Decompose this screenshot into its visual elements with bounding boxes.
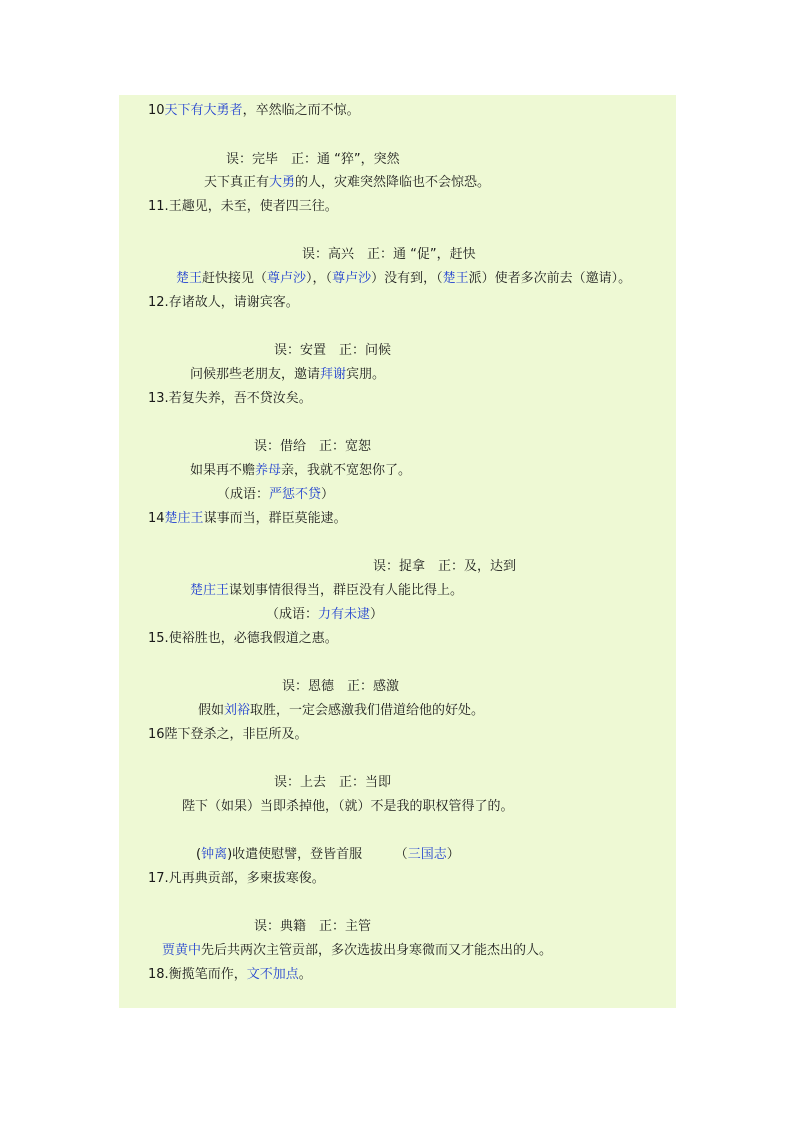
item-17-note: 误：典籍 正：主管	[254, 919, 372, 934]
highlight-phrase: 尊卢沙	[267, 271, 307, 286]
item-13-idiom: （成语：严惩不贷）	[217, 487, 335, 502]
idiom-link: 严惩不贷	[269, 487, 322, 502]
highlight-phrase: 刘裕	[224, 703, 251, 718]
item-10-translation: 天下真正有大勇的人，灾难突然降临也不会惊恐。	[204, 175, 491, 190]
item-15-translation: 假如刘裕取胜，一定会感激我们借道给他的好处。	[198, 703, 485, 718]
item-number: 10	[148, 103, 165, 118]
item-12-note: 误：安置 正：问候	[274, 343, 392, 358]
item-16-sentence: 16陛下登杀之，非臣所及。	[148, 727, 308, 742]
highlight-phrase: 楚王	[442, 271, 469, 286]
highlight-phrase: 楚庄王	[190, 583, 230, 598]
item-11-note: 误：高兴 正：通 “促”，赶快	[302, 247, 476, 262]
item-13-note: 误：借给 正：宽恕	[254, 439, 372, 454]
idiom-link: 力有未逮	[318, 607, 371, 622]
item-12-sentence: 12.存诸故人，请谢宾客。	[148, 295, 299, 310]
item-14-sentence: 14楚庄王谋事而当，群臣莫能逮。	[148, 511, 347, 526]
item-number: 17.	[148, 871, 169, 886]
item-15-sentence: 15.使裕胜也，必德我假道之惠。	[148, 631, 338, 646]
item-number: 15.	[148, 631, 169, 646]
item-number: 12.	[148, 295, 169, 310]
item-14-idiom: （成语：力有未逮）	[266, 607, 384, 622]
source-link: 三国志	[407, 847, 447, 862]
item-16-note: 误：上去 正：当即	[274, 775, 392, 790]
item-12-translation: 问候那些老朋友，邀请拜谢宾朋。	[190, 367, 386, 382]
item-16-extra-example: (钟离)收遣使慰譬，登皆首服 （三国志）	[196, 847, 460, 862]
item-10-note: 误：完毕 正：通 “猝”，突然	[226, 152, 400, 167]
item-17-sentence: 17.凡再典贡部，多柬拔寒俊。	[148, 871, 325, 886]
item-13-translation: 如果再不赡养母亲，我就不宽恕你了。	[190, 463, 412, 478]
item-number: 11.	[148, 199, 169, 214]
item-10-sentence: 10天下有大勇者，卒然临之而不惊。	[148, 103, 360, 118]
highlight-phrase: 养母	[255, 463, 282, 478]
item-11-sentence: 11.王趣见，未至，使者四三往。	[148, 199, 338, 214]
item-14-note: 误：捉拿 正：及，达到	[373, 559, 517, 574]
item-17-translation: 贾黄中先后共两次主管贡部，多次选拔出身寒微而又才能杰出的人。	[162, 943, 553, 958]
highlight-phrase: 大勇	[269, 175, 296, 190]
highlight-phrase: 尊卢沙	[332, 271, 372, 286]
highlight-phrase: 贾黄中	[162, 943, 202, 958]
item-number: 13.	[148, 391, 169, 406]
item-number: 18.	[148, 967, 169, 982]
item-number: 14	[148, 511, 165, 526]
highlight-phrase: 天下有大勇者	[164, 103, 243, 118]
item-number: 16	[148, 727, 165, 742]
item-16-translation: 陛下（如果）当即杀掉他，（就）不是我的职权管得了的。	[182, 799, 514, 814]
item-14-translation: 楚庄王谋划事情很得当，群臣没有人能比得上。	[190, 583, 464, 598]
highlight-phrase: 楚王	[176, 271, 203, 286]
highlight-phrase: 楚庄王	[164, 511, 204, 526]
highlight-phrase: 钟离	[201, 847, 228, 862]
highlight-phrase: 文不加点	[246, 967, 299, 982]
item-18-sentence: 18.衡揽笔而作，文不加点。	[148, 967, 312, 982]
item-15-note: 误：恩德 正：感激	[282, 679, 400, 694]
item-11-translation: 楚王赶快接见（尊卢沙），（尊卢沙）没有到，（楚王派）使者多次前去（邀请）。	[176, 271, 632, 286]
highlight-phrase: 拜谢	[320, 367, 347, 382]
item-13-sentence: 13.若复失养，吾不贷汝矣。	[148, 391, 312, 406]
